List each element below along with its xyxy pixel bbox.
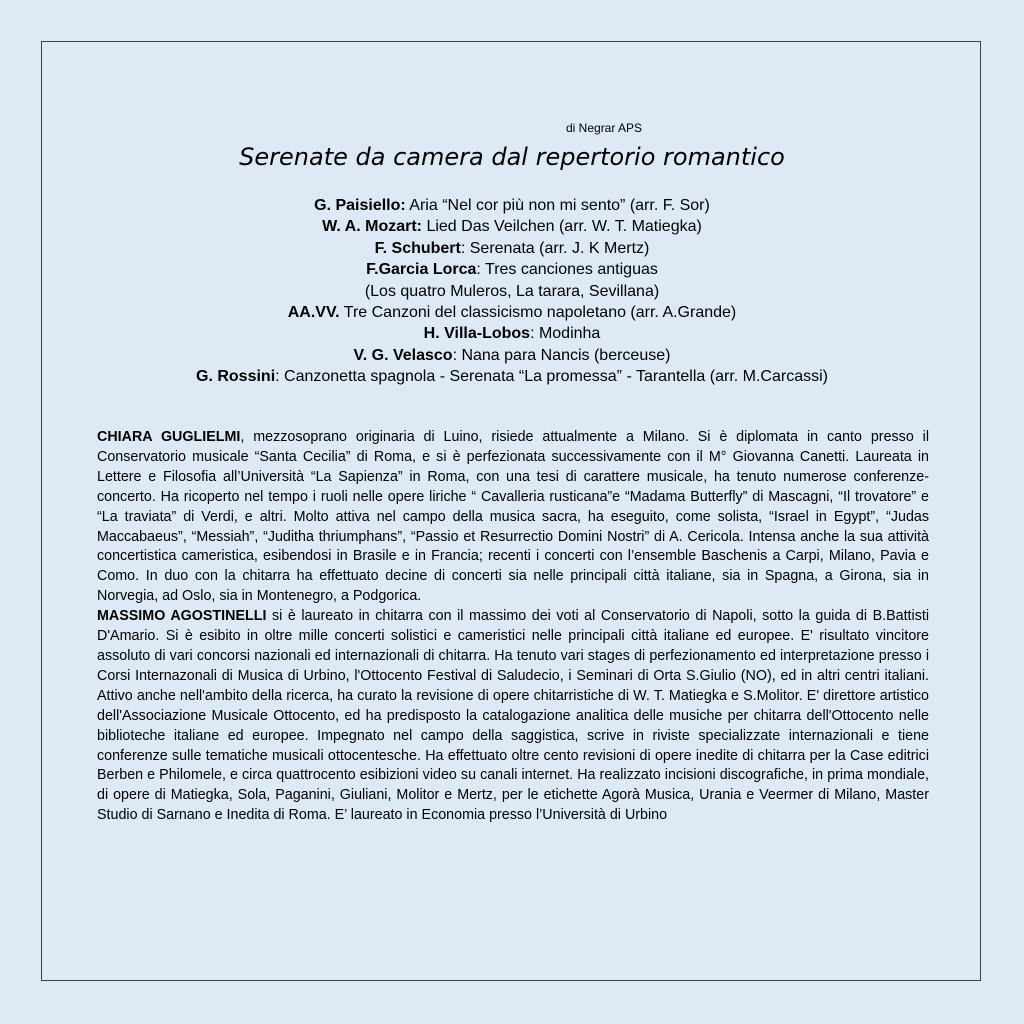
bio-chiara-guglielmi [97,428,929,607]
program-item [0,238,1024,259]
work-title: : Tres canciones antiguas [476,261,658,279]
program-list [0,195,1024,388]
performer-name: CHIARA GUGLIELMI [97,429,241,445]
composer-name: AA.VV. [287,304,340,322]
program-item [0,216,1024,237]
organization-label: di Negrar APS [566,121,643,135]
program-item [0,259,1024,280]
composer-name: F.Garcia Lorca [366,261,477,279]
bio-text: , mezzosoprano originaria di Luino, risiede attualmente a Milano. Si è diplomata in canto presso il Conservatorio musicale “Santa Cecilia” di Roma, e si è perfezionata successivamente con il M° Giovanna Canetti. Laureata in Lettere e Filosofia all’Università “La Sapienza” in Roma, con una tesi di carattere musicale, ha tenuto numerose conferenze-concerto. Ha ricoperto nel tempo i ruoli nelle opere liriche “ Cavalleria rusticana”e “Madama Butterfly” di Mascagni, “Il trovatore” e “La traviata” di Verdi, e altri. Molto attiva nel campo della musica sacra, ha eseguito, come solista, “Israel in Egypt”, “Judas Maccabaeus”, “Messiah”, “Juditha thriumphans”, “Passio et Resurrectio Domini Nostri” di A. Cericola. Intensa anche la sua attività concertistica cameristica, esibendosi in Brasile e in Francia; recenti i concerti con l’ensemble Baschenis a Carpi, Milano, Pavia e Como. In duo con la chitarra ha effettuato decine di concerti sia nelle principali città italiane, sia in Spagna, a Girona, sia in Norvegia, ad Oslo, sia in Montenegro, a Podgorica. [97,429,929,605]
program-item [0,366,1024,387]
composer-name: G. Rossini [196,368,276,386]
program-item [0,345,1024,366]
composer-name: G. Paisiello: [314,197,406,214]
bio-text: si è laureato in chitarra con il massimo dei voti al Conservatorio di Napoli, sotto la guida di B.Battisti D'Amario. Si è esibito in oltre mille concerti solistici e cameristici nelle principali città italiane ed europee. E' risultato vincitore assoluto di vari concorsi nazionali ed internazionali di chitarra. Ha tenuto vari stages di perfezionamento ed interpretazione presso i Corsi Internazonali di Musica di Urbino, l'Ottocento Festival di Saludecio, i Seminari di Orta S.Giulio (NO), ed in altri centri italiani. Attivo anche nell'ambito della ricerca, ha curato la revisione di opere chitarristiche di W. T. Matiegka e S.Molitor. E' direttore artistico dell'Associazione Musicale Ottocento, ed ha predisposto la catalogazione analitica delle musiche per chitarra dell'Ottocento nelle biblioteche italiane ed europee. Impegnato nel campo della saggistica, scrive in riviste specializzate internazionali e tiene conferenze sulle tematiche musicali ottocentesche. Ha effettuato oltre cento revisioni di opere inedite di chitarra per la Case editrici Berben e Philomele, e circa quattrocento esibizioni video su canali internet. Ha realizzato incisioni discografiche, in prima mondiale, di opere di Matiegka, Sola, Paganini, Giuliani, Molitor e Mertz, per le etichette Agorà Musica, Urania e Veermer di Milano, Master Studio di Sarnano e Inedita di Roma. E’ laureato in Economia presso l’Università di Urbino [97,608,929,824]
work-title: : Modinha [530,325,601,343]
work-title: : Nana para Nancis (berceuse) [452,346,671,364]
concert-title: Serenate da camera dal repertorio romantico [239,143,785,171]
work-title: (Los quatro Muleros, La tarara, Sevillana) [364,282,660,300]
bio-massimo-agostinelli [97,607,929,826]
program-item [0,195,1024,216]
program-item [0,281,1024,302]
biographies [97,428,929,826]
work-title: : Canzonetta spagnola - Serenata “La promessa” - Tarantella (arr. M.Carcassi) [275,368,828,386]
composer-name: V. G. Velasco [353,346,453,364]
work-title: Tre Canzoni del classicismo napoletano (arr. A.Grande) [339,304,737,322]
work-title: Lied Das Veilchen (arr. W. T. Matiegka) [422,218,702,236]
composer-name: H. Villa-Lobos [423,325,531,343]
work-title: Aria “Nel cor più non mi sento” (arr. F. Sor) [405,197,710,214]
performer-name: MASSIMO AGOSTINELLI [97,608,267,625]
composer-name: W. A. Mozart: [322,218,422,236]
program-item [0,323,1024,344]
work-title: : Serenata (arr. J. K Mertz) [460,239,650,257]
program-item [0,302,1024,323]
composer-name: F. Schubert [374,239,461,257]
